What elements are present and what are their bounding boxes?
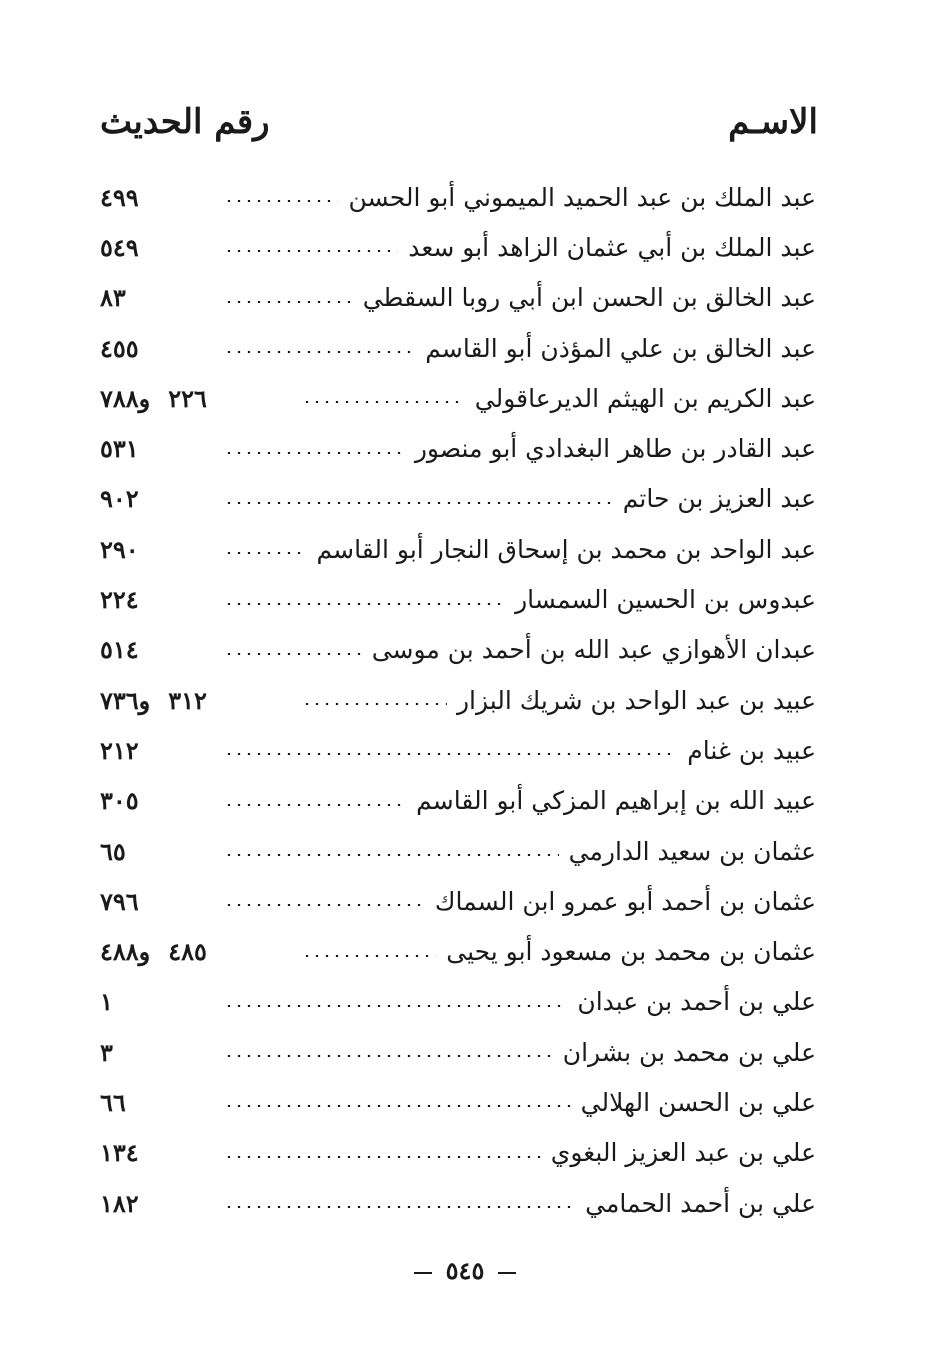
narrator-name: عبد العزيز بن حاتم — [622, 484, 816, 514]
narrator-name: عبيد الله بن إبراهيم المزكي أبو القاسم — [416, 786, 816, 816]
hadith-number: ٦٥ — [100, 836, 126, 866]
index-entry — [100, 423, 816, 473]
hadith-number: ٥٣١ — [100, 434, 139, 464]
hadith-numbers — [100, 384, 296, 413]
index-entry — [100, 977, 816, 1027]
narrator-name: عبد الخالق بن علي المؤذن أبو القاسم — [425, 333, 816, 363]
narrator-name: علي بن الحسن الهلالي — [580, 1087, 816, 1117]
hadith-numbers — [100, 937, 296, 966]
index-entry — [100, 725, 816, 775]
hadith-number: ١٨٢ — [100, 1188, 139, 1218]
narrator-name: عبد الخالق بن الحسن ابن أبي روبا السقطي — [362, 283, 816, 313]
hadith-numbers — [100, 484, 218, 513]
hadith-numbers — [100, 837, 218, 866]
dot-leader — [224, 351, 415, 353]
hadith-number: ٢١٢ — [100, 735, 139, 765]
footer-dash-left — [498, 1272, 516, 1274]
hadith-number: ٥١٤ — [100, 635, 139, 665]
hadith-numbers — [100, 987, 218, 1016]
hadith-number: ٤٥٥ — [100, 333, 139, 363]
narrator-name: عبيد بن عبد الواحد بن شريك البزار — [456, 685, 816, 715]
dot-leader — [224, 200, 338, 202]
hadith-numbers — [100, 887, 218, 916]
index-entry — [100, 625, 816, 675]
narrator-name: عبد الملك بن عبد الحميد الميموني أبو الحسن — [348, 182, 816, 212]
narrator-name: عبدوس بن الحسين السمسار — [515, 585, 816, 615]
hadith-number: ٣١٢ — [168, 685, 207, 715]
index-entry — [100, 675, 816, 725]
dot-leader — [302, 401, 465, 403]
dot-leader — [224, 1005, 567, 1007]
hadith-number: ٢٢٤ — [100, 585, 139, 615]
index-entry — [100, 172, 816, 222]
index-entry — [100, 1077, 816, 1127]
dot-leader — [302, 955, 436, 957]
dot-leader — [224, 452, 405, 454]
narrator-name: علي بن أحمد بن عبدان — [577, 987, 816, 1017]
narrator-name: عبد القادر بن طاهر البغدادي أبو منصور — [414, 434, 816, 464]
dot-leader — [224, 502, 613, 504]
hadith-numbers — [100, 434, 218, 463]
dot-leader — [302, 703, 447, 705]
hadith-number: ٣ — [100, 1037, 113, 1067]
hadith-numbers — [100, 1038, 218, 1067]
index-entry — [100, 222, 816, 272]
hadith-number-column-title: رقم الحديث — [100, 102, 270, 142]
hadith-number: ١ — [100, 987, 113, 1017]
hadith-numbers — [100, 1189, 218, 1218]
dot-leader — [224, 804, 406, 806]
index-entry — [100, 1128, 816, 1178]
hadith-numbers — [100, 1088, 218, 1117]
narrator-name: علي بن عبد العزيز البغوي — [550, 1138, 816, 1168]
dot-leader — [224, 603, 505, 605]
index-entry — [100, 876, 816, 926]
dot-leader — [224, 1105, 571, 1107]
hadith-number: ٩٠٢ — [100, 484, 139, 514]
hadith-numbers — [100, 786, 218, 815]
hadith-number: و٤٨٨ — [100, 937, 151, 967]
narrator-name: عبدان الأهوازي عبد الله بن أحمد بن موسى — [371, 635, 816, 665]
narrator-name: عثمان بن أحمد أبو عمرو ابن السماك — [434, 886, 816, 916]
index-entry — [100, 826, 816, 876]
index-entry — [100, 1178, 816, 1228]
dot-leader — [224, 301, 353, 303]
narrator-name: علي بن أحمد الحمامي — [585, 1188, 816, 1218]
dot-leader — [224, 904, 425, 906]
narrator-name: عبد الواحد بن محمد بن إسحاق النجار أبو القاسم — [316, 534, 816, 564]
dot-leader — [224, 653, 362, 655]
hadith-number: ٤٩٩ — [100, 182, 139, 212]
narrator-name: عبد الملك بن أبي عثمان الزاهد أبو سعد — [408, 232, 816, 262]
hadith-number: ٢٩٠ — [100, 534, 139, 564]
hadith-numbers — [100, 183, 218, 212]
hadith-number: ٦٦ — [100, 1087, 126, 1117]
hadith-number: و٧٣٦ — [100, 685, 151, 715]
narrator-name: علي بن محمد بن بشران — [562, 1037, 816, 1067]
name-column-title: الاسـم — [728, 102, 818, 142]
dot-leader — [224, 250, 398, 252]
hadith-number: ٥٤٩ — [100, 232, 139, 262]
hadith-numbers — [100, 635, 218, 664]
dot-leader — [224, 1156, 541, 1158]
index-entry — [100, 574, 816, 624]
hadith-numbers — [100, 585, 218, 614]
narrator-name: عثمان بن محمد بن مسعود أبو يحيى — [446, 937, 816, 967]
hadith-number: ٣٠٥ — [100, 786, 139, 816]
index-entry — [100, 926, 816, 976]
hadith-numbers — [100, 686, 296, 715]
index-entry — [100, 373, 816, 423]
hadith-numbers — [100, 334, 218, 363]
index-header — [100, 92, 818, 152]
index-entries — [100, 172, 816, 1228]
index-entry — [100, 1027, 816, 1077]
dot-leader — [224, 1206, 575, 1208]
footer-dash-right — [414, 1272, 432, 1274]
dot-leader — [224, 854, 559, 856]
hadith-numbers — [100, 1138, 218, 1167]
narrator-name: عبيد بن غنام — [687, 735, 816, 765]
index-entry — [100, 323, 816, 373]
hadith-number: ٢٢٦ — [168, 383, 207, 413]
dot-leader — [224, 552, 307, 554]
page-number: ٥٤٥ — [445, 1256, 485, 1285]
dot-leader — [224, 1055, 553, 1057]
hadith-numbers — [100, 283, 218, 312]
hadith-number: ٨٣ — [100, 283, 126, 313]
hadith-number: ١٣٤ — [100, 1138, 139, 1168]
hadith-number: ٤٨٥ — [168, 937, 207, 967]
narrator-name: عثمان بن سعيد الدارمي — [568, 836, 816, 866]
narrator-name: عبد الكريم بن الهيثم الديرعاقولي — [474, 383, 816, 413]
index-entry — [100, 474, 816, 524]
hadith-numbers — [100, 736, 218, 765]
index-entry — [100, 524, 816, 574]
hadith-numbers — [100, 535, 218, 564]
index-entry — [100, 776, 816, 826]
index-entry — [100, 273, 816, 323]
dot-leader — [224, 753, 677, 755]
hadith-number: ٧٩٦ — [100, 886, 139, 916]
hadith-number: و٧٨٨ — [100, 383, 151, 413]
hadith-numbers — [100, 233, 218, 262]
page-footer — [0, 1256, 930, 1285]
